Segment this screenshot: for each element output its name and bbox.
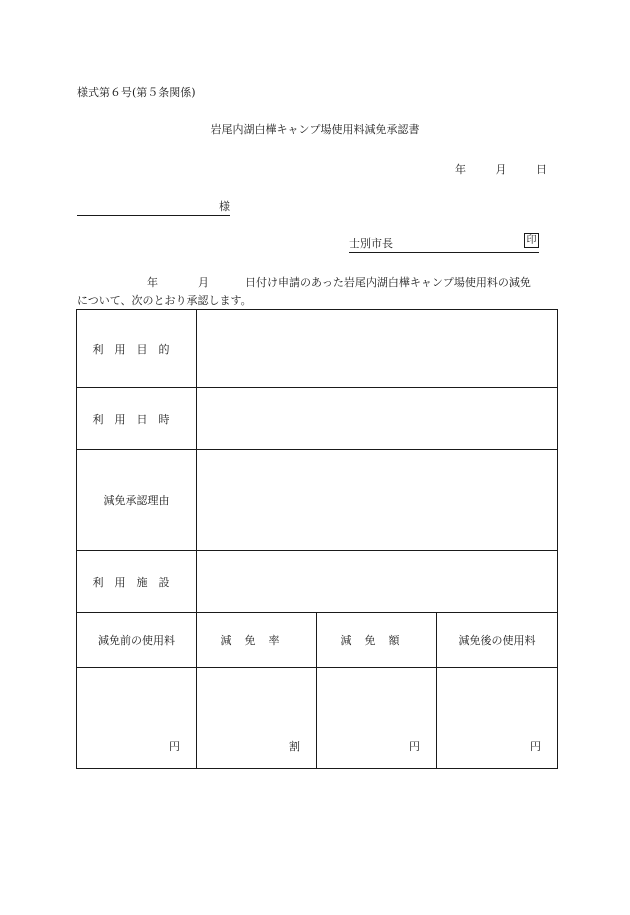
yen-unit: 円: [530, 740, 542, 753]
purpose-field[interactable]: [197, 310, 558, 388]
date-day-label: 日: [536, 163, 547, 176]
approval-table: [76, 309, 558, 769]
body-year: 年: [147, 276, 158, 289]
wari-unit: 割: [289, 740, 300, 753]
form-number: 様式第６号(第５条関係): [77, 86, 196, 99]
body-text-line-1: [77, 274, 531, 290]
amount-label: 減免額: [317, 613, 437, 668]
document-title: 岩尾内湖白樺キャンプ場使用料減免承認書: [210, 123, 420, 136]
addressee-suffix: 様: [219, 200, 230, 213]
amount-field[interactable]: [317, 668, 437, 769]
fee-after-field[interactable]: [437, 668, 558, 769]
yen-unit: 円: [409, 740, 420, 753]
datetime-field[interactable]: [197, 388, 558, 450]
body-text-line-2: について、次のとおり承認します。: [77, 294, 252, 307]
issuer-name: 士別市長: [349, 237, 393, 250]
facility-field[interactable]: [197, 551, 558, 613]
date-year-label: 年: [455, 163, 466, 176]
fee-before-field[interactable]: [77, 668, 197, 769]
yen-unit: 円: [169, 740, 180, 753]
rate-label: 減免率: [197, 613, 317, 668]
body-line1-rest: 日付け申請のあった岩尾内湖白樺キャンプ場使用料の減免: [245, 276, 531, 289]
purpose-label: 利用目的: [77, 310, 197, 388]
rate-field[interactable]: [197, 668, 317, 769]
facility-label: 利用施設: [77, 551, 197, 613]
addressee-line: [77, 198, 230, 216]
reason-field[interactable]: [197, 450, 558, 551]
issuer-line: [349, 235, 539, 253]
datetime-label: 利用日時: [77, 388, 197, 450]
body-month: 月: [198, 276, 209, 289]
fee-before-label: 減免前の使用料: [77, 613, 197, 668]
fee-after-label: 減免後の使用料: [437, 613, 558, 668]
reason-label: 減免承認理由: [77, 450, 197, 551]
seal-mark: 印: [524, 233, 539, 248]
date-month-label: 月: [495, 163, 507, 176]
issue-date: [455, 161, 547, 177]
